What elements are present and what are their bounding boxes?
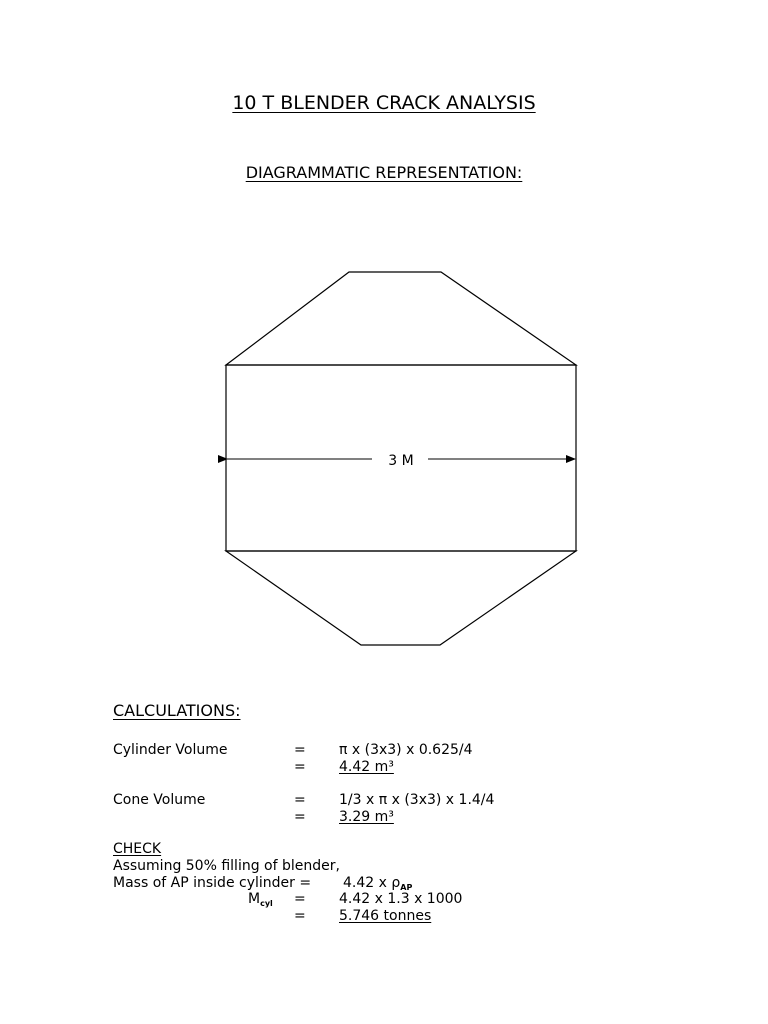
cylinder-equals-2: =	[294, 759, 306, 775]
dimension-label: 3 M	[388, 453, 414, 469]
mass-ap-label: Mass of AP inside cylinder =	[113, 875, 312, 891]
mcyl-result: 5.746 tonnes	[339, 908, 432, 924]
cylinder-volume-label: Cylinder Volume	[113, 742, 228, 758]
cone-volume-expression: 1/3 x π x (3x3) x 1.4/4	[339, 792, 495, 808]
mcyl-equals-1: =	[294, 891, 306, 907]
calculations-heading: CALCULATIONS:	[113, 701, 241, 720]
top-cone-shape	[226, 272, 576, 365]
cone-equals-2: =	[294, 809, 306, 825]
document-title: 10 T BLENDER CRACK ANALYSIS	[232, 92, 536, 114]
cylinder-volume-result: 4.42 m³	[339, 759, 394, 775]
diagram-heading: DIAGRAMMATIC REPRESENTATION:	[245, 163, 523, 182]
bottom-cone-shape	[226, 551, 576, 645]
cylinder-equals-1: =	[294, 742, 306, 758]
check-assumption: Assuming 50% filling of blender,	[113, 858, 340, 874]
cone-equals-1: =	[294, 792, 306, 808]
mcyl-expression: 4.42 x 1.3 x 1000	[339, 891, 463, 907]
mcyl-symbol: $M_{cyl}$	[248, 891, 273, 908]
cone-volume-result: 3.29 m³	[339, 809, 394, 825]
cylinder-volume-expression: π x (3x3) x 0.625/4	[339, 742, 473, 758]
cone-volume-label: Cone Volume	[113, 792, 206, 808]
mcyl-equals-2: =	[294, 908, 306, 924]
check-heading: CHECK	[113, 841, 162, 857]
mass-ap-expression: 4.42 x $\rho_{AP}$	[343, 875, 413, 892]
